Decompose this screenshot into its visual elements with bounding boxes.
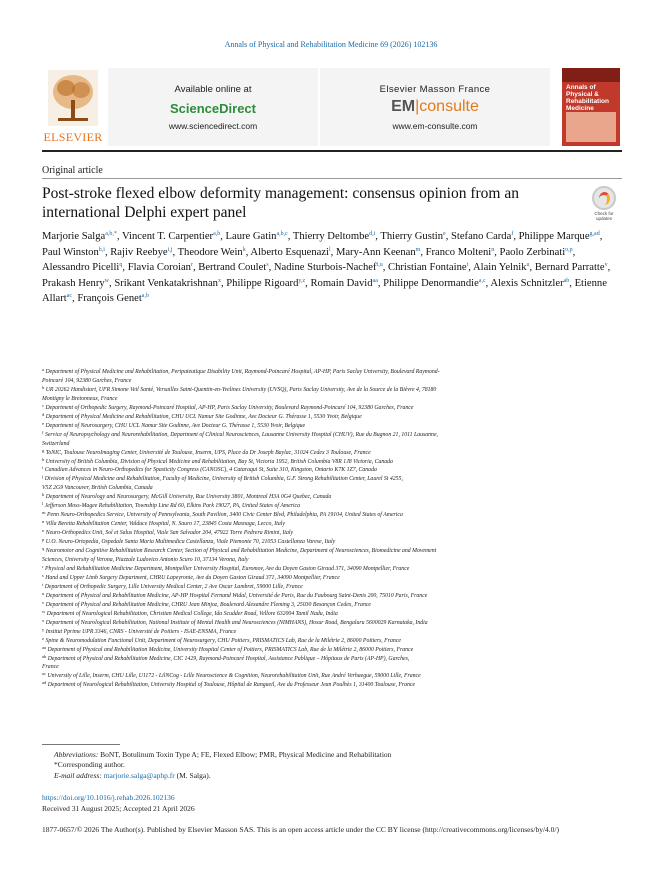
author-name: Bernard Parratte [534,262,605,274]
sciencedirect-panel [108,68,318,146]
author-affiliation-marks[interactable]: r [190,262,193,269]
author-affiliation-marks[interactable]: o,p [565,246,573,253]
affiliation-key: k [42,493,45,498]
affiliation-item [42,646,622,655]
affiliation-key: t [42,582,44,587]
author-affiliation-marks[interactable]: l [328,246,331,253]
affiliation-key: q [42,547,45,552]
affiliation-text: V5Z 2G9 Vancouver, British Columbia, Canada [42,485,153,492]
affiliation-key: ac [42,672,46,677]
affiliation-key: ab [42,654,47,659]
available-online-label: Available online at [174,84,252,95]
author[interactable] [336,247,420,258]
affiliation-key: u [42,591,45,596]
author-affiliation-marks[interactable]: ac [66,293,73,300]
author-affiliation-marks[interactable]: f [511,231,514,237]
affiliation-item [42,368,622,377]
header-rule [42,150,622,152]
abbreviations-text: BoNT, Botulinum Toxin Type A; FE, Flexed Elbow; PMR, Physical Medicine and Rehabilitation [100,750,392,759]
affiliation-item [42,601,622,610]
author[interactable] [250,247,330,258]
author[interactable] [42,247,105,258]
abbreviations-note [54,750,614,760]
author[interactable] [535,262,608,273]
elsevier-logo[interactable] [42,68,104,146]
author-name: Bertrand Coulet [198,262,267,274]
author[interactable] [178,247,246,258]
affiliation-text: France [42,664,59,671]
affiliation-item [42,592,622,601]
affiliation-item [42,610,622,619]
author-affiliation-marks[interactable]: t,u [376,262,383,269]
affiliation-key: ad [42,681,47,686]
em-logo-consulte: consulte [419,98,479,115]
affiliation-key: r [42,564,44,569]
cover-title: Annals of Physical & Rehabilitation Medicine [566,84,609,112]
affiliation-key: x [42,618,45,623]
author[interactable] [122,231,220,242]
author-affiliation-marks[interactable]: aa [372,277,378,284]
affiliation-item [42,583,622,592]
affiliation-text: Department of Physical and Rehabilitation Medicine, University Hospital Center of Poitiers, PRISMATICS Lab, Rue de la Milétrie 2, 86000 Poitiers, France [47,646,414,653]
author-name: Etienne Allart [42,277,607,305]
email-label: E-mail address: [54,770,102,780]
affiliation-text: Neuromotor and Cognitive Rehabilitation Research Center, Section of Physical and Rehabilitation Medicine, Department of Neurosciences, Biomedicine and Movement [45,548,437,555]
author-name: François Genet [77,293,142,305]
author-affiliation-marks[interactable]: s [266,262,269,269]
author-affiliation-marks[interactable]: w [104,277,110,284]
affiliation-item [42,574,622,583]
affiliation-key: b [42,385,45,390]
affiliation-key: l [42,502,44,507]
author-list: Marjorie Salga$^{a,b,*}$, Vincent T. Carpentier$^{a,b}$, Laure Gatin$^{a,b,c}$, Thierry Deltombe$^{d,i}$, Thierry Gustin$^e$, Stefano Carda$^f$, Philippe Marque$^{g,ad}$, Paul Winston$^{h,i}$, Rajiv Reebye$^{i,j}$, Theodore Wein$^k$, Alberto Esquenazi$^l$, Mary-Ann Keenan$^m$, Franco Molteni$^n$, Paolo Zerbinati$^{o,p}$, Alessandro Picelli$^q$, Flavia Coroian$^r$, Bertrand Coulet$^s$, Nadine Sturbois-Nachef$^{t,u}$, Christian Fontaine$^t$, Alain Yelnik$^u$, Bernard Parratte$^v$, Prakash Henry$^w$, Srikant Venkatakrishnan$^x$, Philippe Rigoard$^{y,z}$, Romain David$^{aa}$, Philippe Denormandie$^{a,c}$, Alexis Schnitzler$^{ab}$, Etienne Allart$^{ac}$, François Genet$^{a,b}$ [42,231,611,305]
affiliation-key: e [42,421,44,426]
affiliation-text: University of British Columbia, Division of Physical Medicine and Rehabilitation, Bay St, Victoria 1952, British Columbia V8R 1J8 Victoria, Canada [45,458,393,465]
author-affiliation-marks[interactable]: ab [563,277,570,284]
affiliation-text: Sciences, University of Verona, Piazzale Ludovico Antonio Scuro 10, 37134 Verona, Italy [42,557,249,564]
affiliation-item [42,565,622,574]
author-name: Paolo Zerbinati [499,246,566,258]
affiliation-item [42,449,622,458]
author[interactable] [310,278,377,289]
affiliation-text: Poincaré 104, 92380 Garches, France [42,377,132,384]
author-name: Nadine Sturbois-Nachef [273,262,377,274]
license-statement: 1877-0657/© 2026 The Author(s). Published by Elsevier Masson SAS. This is an open access article under the CC BY license (http://creativecommons.org/licenses/by/4.0/) [42,825,560,834]
author-affiliation-marks[interactable]: m [415,246,421,253]
author-affiliation-marks[interactable]: q [119,262,123,269]
affiliation-key: n [42,520,45,525]
author-name: Alain Yelnik [472,262,527,274]
affiliation-text: Institut Pprime UPR 3346, CNRS - Université de Poitiers - ISAE-ENSMA, France [45,628,237,635]
journal-citation[interactable]: Annals of Physical and Rehabilitation Medicine 69 (2026) 102136 [224,40,438,49]
author[interactable] [451,231,513,242]
author[interactable] [110,247,172,258]
author-name: Theodore Wein [177,246,243,258]
author-name: Prakash Henry [42,277,105,289]
affiliation-item [42,655,622,664]
author[interactable] [42,231,117,242]
affiliation-text: U.O. Neuro-Ortopedia, Ospedale Santa Maria Multimedica Castellanza, Viale Piemonte 70, 21053 Castellanza Varese, Italy [45,539,336,546]
affiliation-text: Department of Neurology and Neurosurgery, McGill University, Rue University 3801, Montreal H3A 0G4 Quebec, Canada [45,494,332,501]
author-affiliation-marks[interactable]: y,z [298,277,306,284]
author[interactable] [473,262,530,273]
affiliation-item [42,466,622,475]
author-affiliation-marks[interactable]: a,c [478,277,486,284]
affiliation-text: Department of Physical Medicine and Rehabilitation, Peripateutique Disability Unit, Raymond-Poincaré Hospital, AP-HP, Paris Saclay University, Boulevard Raymond- [45,369,440,375]
author[interactable] [198,262,268,273]
affiliation-text: Physical and Rehabilitation Medicine Department, Montpellier University Hospital, Euromov, Ave du Doyen Gaston Giraud 371, 34090 Montpellier, France [44,565,410,572]
author-affiliation-marks[interactable]: u [526,262,530,269]
author-affiliation-marks[interactable]: a,b [141,293,149,300]
author-affiliation-marks[interactable]: a,b,* [105,231,117,237]
affiliation-item [42,628,622,637]
affiliation-key: o [42,529,45,534]
author[interactable] [226,231,288,242]
author-affiliation-marks[interactable]: e [443,231,446,237]
affiliation-key: h [42,457,45,462]
author-affiliation-marks[interactable]: n [491,246,495,253]
title-rule [42,178,622,179]
affiliation-item [42,475,622,484]
author[interactable] [274,262,383,273]
affiliation-text: UR 20262 Handistart, UFR Simone Veil Santé, Versailles Saint-Quentin-en-Yvelines University (UVSQ), Paris Saclay University, Ave de la Source de la Bièvre 4, 78180 [45,386,437,393]
author-affiliation-marks[interactable]: a,b [213,231,221,237]
affiliation-item [42,538,622,547]
author-name: Rajiv Reebye [110,246,168,258]
author-name: Stefano Carda [451,231,512,242]
author-name: Flavia Coroian [127,262,191,274]
affiliation-item [42,637,622,646]
affiliation-item [42,556,622,565]
affiliation-key: v [42,600,45,605]
author-affiliation-marks[interactable]: i,j [167,246,173,253]
cover-image [566,112,616,142]
author-name: Romain David [310,277,373,289]
author-name: Alberto Esquenazi [250,246,329,258]
affiliation-text: Department of Neurological Rehabilitation, Christian Medical College, Ida Scudder Road, Vellore 632004 Tamil Nadu, India [46,610,338,617]
journal-header [42,68,622,146]
check-updates-icon [592,186,616,210]
author[interactable] [114,278,221,289]
affiliation-key: i [42,466,44,471]
corresponding-note: *Corresponding author. [54,760,125,770]
author[interactable] [77,293,149,304]
author-affiliation-marks[interactable]: h,i [98,246,105,253]
abbreviations-label: Abbreviations: [54,750,99,759]
author-name: Paul Winston [42,246,99,258]
affiliation-text: Service of Neuropsychology and Neurorehabilitation, Department of Clinical Neurosciences, Lausanne University Hospital (CHUV), Rue du Bugnon 21, 1011 Lausanne, [44,431,438,438]
author[interactable] [519,231,600,242]
affiliation-text: Hand and Upper Limb Surgery Department, CHRU Lapeyronie, Ave du Doyen Gaston Giraud 371, 34090 Montpellier, France [45,574,340,581]
doi-link[interactable]: https://doi.org/10.1016/j.rehab.2026.102136 [42,793,175,802]
affiliation-text: Penn Neuro-Orthopedics Service, University of Pennsylvania, South Pavilion, 3400 Civic Center Blvd, Philadelphia, PA 19104, United States of America [46,512,403,519]
affiliation-item [42,484,622,493]
affiliation-list [42,368,622,690]
affiliation-item [42,493,622,502]
affiliation-key: c [42,403,44,408]
affiliation-item [42,529,622,538]
affiliation-key: z [42,636,44,641]
article-type: Original article [42,165,103,176]
affiliation-item [42,663,622,672]
author-name: Marjorie Salga [42,231,106,242]
author-name: Vincent T. Carpentier [122,231,214,242]
author-affiliation-marks[interactable]: x [217,277,221,284]
check-for-updates-button[interactable] [588,186,620,222]
journal-cover[interactable] [562,68,620,146]
affiliation-item [42,395,622,404]
affiliation-item [42,458,622,467]
author-name: Alexis Schnitzler [490,277,564,289]
affiliation-key: g [42,448,45,453]
author-name: Alessandro Picelli [42,262,120,274]
em-logo-em: EM [391,98,416,115]
author[interactable] [293,231,375,242]
affiliation-key: m [42,511,46,516]
affiliation-item [42,431,622,440]
elsevier-tree-icon [48,70,98,126]
check-updates-label: Check for updates [594,211,614,221]
author-name: Franco Molteni [425,246,492,258]
author-affiliation-marks[interactable]: d,i [369,231,376,237]
affiliation-key: a [42,368,44,372]
affiliation-key: d [42,412,45,417]
affiliation-text: ToNIC, Toulouse NeuroImaging Center, Université de Toulouse, Inserm, UPS, Place du Dr Joseph Baylac, 31024 Cedex 3 Toulouse, France [45,449,371,456]
affiliation-text: Department of Orthopedic Surgery, Lille University Medical Center, 2 Ave Oscar Lambret, 59000 Lille, France [44,583,303,590]
affiliation-text: Department of Orthopedic Surgery, Raymond-Poincaré Hospital, AP-HP, Paris Saclay University, Boulevard Raymond-Poincaré 104, 92380 Garches, France [45,404,414,411]
affiliation-item [42,619,622,628]
affiliation-key: j [42,475,44,480]
affiliation-text: Spine & Neuromodulation Functional Unit, Department of Neurosurgery, CHU Poitiers, PRISMATICS Lab, Rue de la Milétrie 2, 86000 Poitiers, France [45,637,401,644]
em-consulte-logo[interactable]: EM|consulte [391,98,479,115]
affiliation-text: Neuro-Orthopedics Unit, Sol et Salus Hospital, Viale San Salvador 204, 47922 Torre Pedrera Rimini, Italy [45,530,294,537]
affiliation-text: Montigny le Bretonneux, France [42,395,118,402]
affiliation-text: Department of Physical and Rehabilitation Medicine, CIC 1429, Raymond-Poincaré Hospital, Assistance Publique – Hôpitaux de Paris (AP-HP), Garches, [47,655,410,662]
article-title: Post-stroke flexed elbow deformity management: consensus opinion from an international Delphi expert panel [42,185,519,221]
author-name: Thierry Deltombe [292,231,370,242]
affiliation-text: Switzerland [42,440,70,447]
affiliation-item [42,681,622,690]
author-name: Srikant Venkatakrishnan [114,277,218,289]
em-consulte-panel [320,68,550,146]
author[interactable] [226,278,305,289]
sciencedirect-url[interactable]: www.sciencedirect.com [168,121,258,131]
affiliation-text: Department of Physical Medicine and Rehabilitation, CHU UCL Namur Site Godinne, Ave Docteur G. Thérasse 1, 5530 Yvoir, Belgique [45,413,362,420]
affiliation-item [42,440,622,449]
author-affiliation-marks[interactable]: t [466,262,469,269]
author[interactable] [383,278,485,289]
email-note [54,771,614,781]
received-accepted-dates: Received 31 August 2025; Accepted 21 April 2026 [42,804,195,813]
affiliation-item [42,422,622,431]
affiliation-key: f [42,430,44,435]
affiliation-key: s [42,573,44,578]
elsevier-wordmark: ELSEVIER [43,130,103,144]
affiliation-item [42,547,622,556]
affiliation-item [42,511,622,520]
author-name: Mary-Ann Keenan [335,246,416,258]
author[interactable] [42,262,122,273]
author-name: Christian Fontaine [388,262,467,274]
author-name: Thierry Gustin [380,231,444,242]
sciencedirect-logo[interactable]: ScienceDirect [170,101,256,116]
affiliation-item [42,520,622,529]
affiliation-key: w [42,609,46,614]
affiliation-text: Department of Neurosurgery, CHU UCL Namur Site Godinne, Ave Docteur G. Thérasse 1, 5530 Yvoir, Belgique [45,422,306,429]
email-suffix: (M. Salga). [176,770,211,780]
author-affiliation-marks[interactable]: g,ad [589,231,600,237]
affiliation-text: Department of Neurological Rehabilitation, University Hospital of Toulouse, Hôpital de Rangueil, Ave du Professeur Jean Poulhès 1, 31400 Toulouse, France [47,682,416,689]
author[interactable] [42,278,109,289]
author-name: Philippe Marque [518,231,590,242]
affiliation-text: Department of Physical and Rehabilitation Medicine, CHRU Jean Minjoz, Boulevard Alexandre Fleming 3, 25030 Besançon Cedex, France [45,601,372,608]
affiliation-item [42,404,622,413]
affiliation-key: aa [42,645,46,650]
affiliation-item [42,672,622,681]
affiliation-text: Department of Physical and Rehabilitation Medicine, AP-HP Hospital Fernand Widal, Université de Paris, Rue du Faubourg Saint-Denis 200, 75010 Paris, France [45,592,428,599]
affiliation-item [42,502,622,511]
author[interactable] [490,278,569,289]
em-consulte-url[interactable]: www.em-consulte.com [392,121,478,131]
author[interactable] [500,247,573,258]
author-name: Laure Gatin [225,231,277,242]
footnote-rule [42,744,120,745]
author[interactable] [128,262,193,273]
author-affiliation-marks[interactable]: k [242,246,246,253]
footnotes [54,750,614,781]
author-affiliation-marks[interactable]: v [604,262,608,269]
author[interactable] [388,262,468,273]
affiliation-item [42,386,622,395]
email-link[interactable]: marjorie.salga@aphp.fr [103,770,175,780]
affiliation-text: Villa Beretta Rehabilitation Center, Valduce Hospital, N. Sauro 17, 23845 Costa Masnaga, Lecco, Italy [45,521,285,528]
author[interactable] [380,231,445,242]
affiliation-text: University of Lille, Inserm, CHU Lille, U1172 - LilNCog - Lille Neuroscience & Cognition, Neurorehabilitation Unit, Rue André Verhaegue, 59000 Lille, France [47,673,421,680]
author-name: Philippe Rigoard [226,277,299,289]
affiliation-text: Department of Neurological Rehabilitation, National Institute of Mental Health and Neurosciences (NIMHANS), Hosur Road, Bengaluru 5600029 Karnataka, India [45,619,428,626]
affiliation-item [42,413,622,422]
affiliation-item [42,377,622,386]
author-affiliation-marks[interactable]: a,b,c [276,231,288,237]
affiliation-text: Division of Physical Medicine and Rehabilitation, Faculty of Medicine, University of British Columbia, G.F. Strong Rehabilitation Center, Laurel St 4255, [44,476,403,483]
author[interactable] [426,247,495,258]
em-publisher-label: Elsevier Masson France [379,84,491,95]
affiliation-key: p [42,538,45,543]
affiliation-text: Canadian Advances in Neuro-Orthopedics for Spasticity Congress (CANOSC), 4 Cataraqui St, Suite 310, Kingston, Ontario K7K 1Z7, Canada [44,467,377,474]
author-name: Philippe Denormandie [383,277,479,289]
affiliation-key: y [42,627,45,632]
affiliation-text: Jefferson Moss-Magee Rehabilitation, Township Line Rd 60, Elkins Park 19027, PA, United States of America [44,503,300,510]
